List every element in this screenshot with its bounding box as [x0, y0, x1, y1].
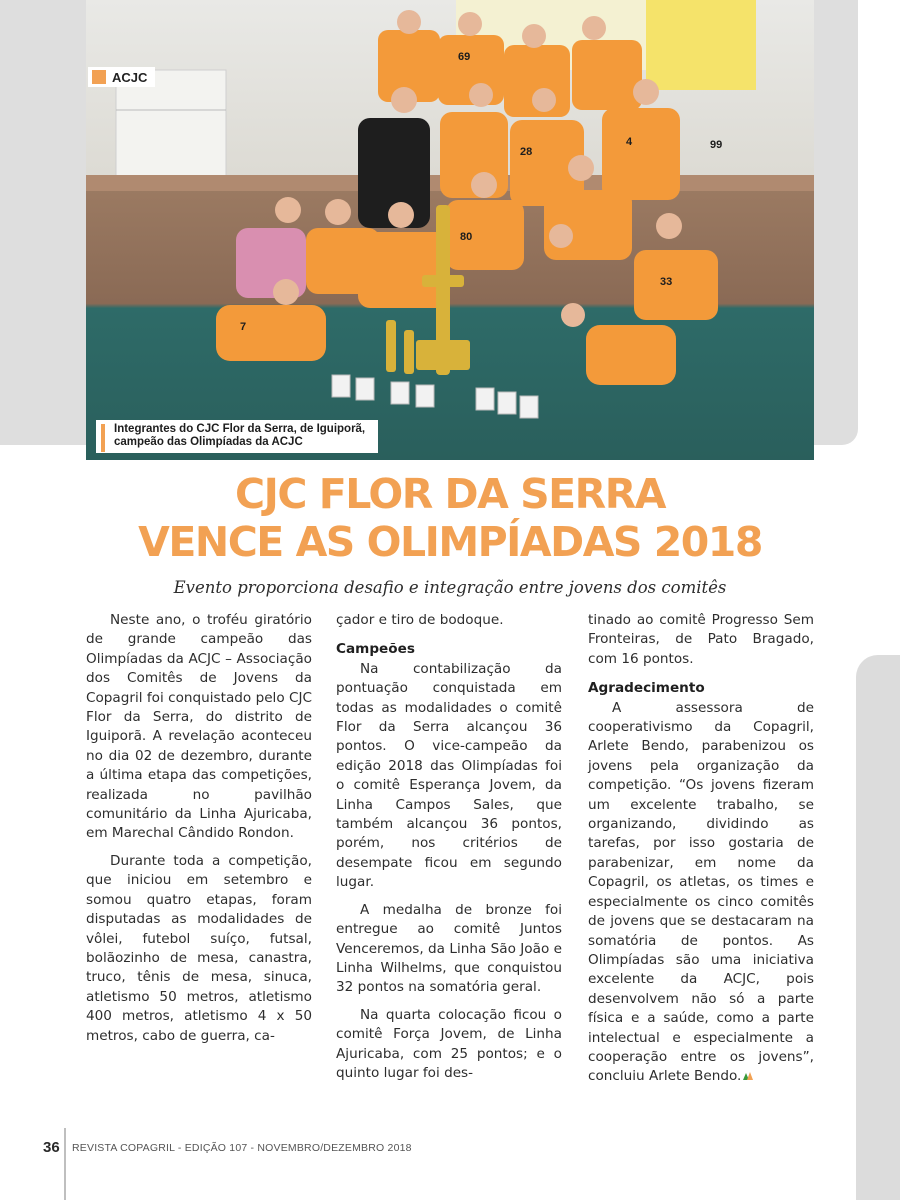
paragraph-text: A assessora de cooperativismo da Copagril, Arlete Bendo, parabenizou os jovens pela organização da competição. “Os jovens fizeram um excelente trabalho, se organizando, dividindo as tarefas, por isso gostaria de parabenizar, em nome da Copagril, os atletas, os times e especialmente os cinco comitês de jovens que se destacaram na somatória de pontos. As Olimpíadas são uma iniciativa excelente da ACJC, pois desenvolvem não só a parte física e a saúde, como a parte intelectual e especialmente a cooperação entre os jovens”, concluiu Arlete Bendo.: [588, 699, 814, 1085]
caption-line-2: campeão das Olimpíadas da ACJC: [114, 436, 303, 448]
team-photo-illustration: [86, 0, 814, 460]
article-subtitle: Evento proporciona desafio e integração entre jovens dos comitês: [173, 578, 727, 597]
shirt-number: 4: [626, 136, 633, 148]
headline-line-1: CJC FLOR DA SERRA: [234, 470, 666, 518]
paragraph-continuation: tinado ao comitê Progresso Sem Fronteiras, de Pato Bragado, com 16 pontos.: [588, 612, 814, 667]
page-number: 36: [43, 1139, 60, 1156]
headline-line-2: VENCE AS OLIMPÍADAS 2018: [138, 518, 762, 566]
caption-line-1: Integrantes do CJC Flor da Serra, de Iguiporã,: [114, 423, 366, 435]
paragraph: A medalha de bronze foi entregue ao comitê Juntos Venceremos, da Linha São João e Linha Wilhelms, que conquistou 32 pontos na somatória geral.: [336, 901, 562, 996]
section-tag: [88, 67, 155, 87]
team-photo: [86, 0, 814, 460]
shirt-number: 99: [710, 139, 723, 151]
shirt-number: 7: [240, 321, 247, 333]
paragraph: Na quarta colocação ficou o comitê Força Jovem, de Linha Ajuricaba, com 25 pontos; e o quinto lugar foi des-: [336, 1006, 562, 1081]
paragraph: Neste ano, o troféu giratório de grande campeão das Olimpíadas da ACJC – Associação dos Comitês de Jovens da Copagril foi conquistado pelo CJC Flor da Serra, do distrito de Iguiporã. A revelação aconteceu no dia 02 de dezembro, durante a última etapa das competições, realizada no pavilhão comunitário da Linha Ajuricaba, em Marechal Cândido Rondon.: [86, 612, 312, 842]
article-headline: [0, 470, 900, 566]
section-heading-campeoes: Campeões: [336, 641, 415, 658]
photo-caption: [96, 420, 378, 453]
section-tag-label: ACJC: [112, 69, 148, 85]
shirt-number: 33: [660, 276, 673, 288]
paragraph: [588, 699, 814, 1087]
article-column-2: [336, 611, 562, 1091]
copagril-logo-icon: [741, 1070, 755, 1080]
shirt-number: 80: [460, 231, 473, 243]
tag-square-icon: [92, 70, 106, 84]
footer-publication: REVISTA COPAGRIL - EDIÇÃO 107 - NOVEMBRO/DEZEMBRO 2018: [72, 1142, 412, 1154]
shirt-number: 28: [520, 146, 533, 158]
footer-divider: [64, 1128, 66, 1200]
paragraph: Na contabilização da pontuação conquistada em todas as modalidades o comitê Flor da Serra alcançou 36 pontos. O vice-campeão da edição 2018 das Olimpíadas foi o comitê Esperança Jovem, da Linha Campos Sales, que também alcançou 36 pontos, porém, nos critérios de desempate ficou em segundo lugar.: [336, 660, 562, 891]
paragraph: Durante toda a competição, que iniciou em setembro e somou quatro etapas, foram disputadas as modalidades de vôlei, futebol suíço, futsal, bolãozinho de mesa, canastra, truco, tênis de mesa, sinuca, atletismo 50 metros, atletismo 400 metros, atletismo 4 x 50 metros, cabo de guerra, ca-: [86, 852, 312, 1044]
paragraph-continuation: çador e tiro de bodoque.: [336, 612, 504, 628]
article-column-1: [86, 611, 312, 1054]
shirt-number: 69: [458, 51, 471, 63]
article-column-3: [588, 611, 814, 1095]
page-edge-tab: [856, 655, 900, 1200]
caption-accent-bar: [101, 424, 105, 452]
section-heading-agradecimento: Agradecimento: [588, 680, 705, 697]
